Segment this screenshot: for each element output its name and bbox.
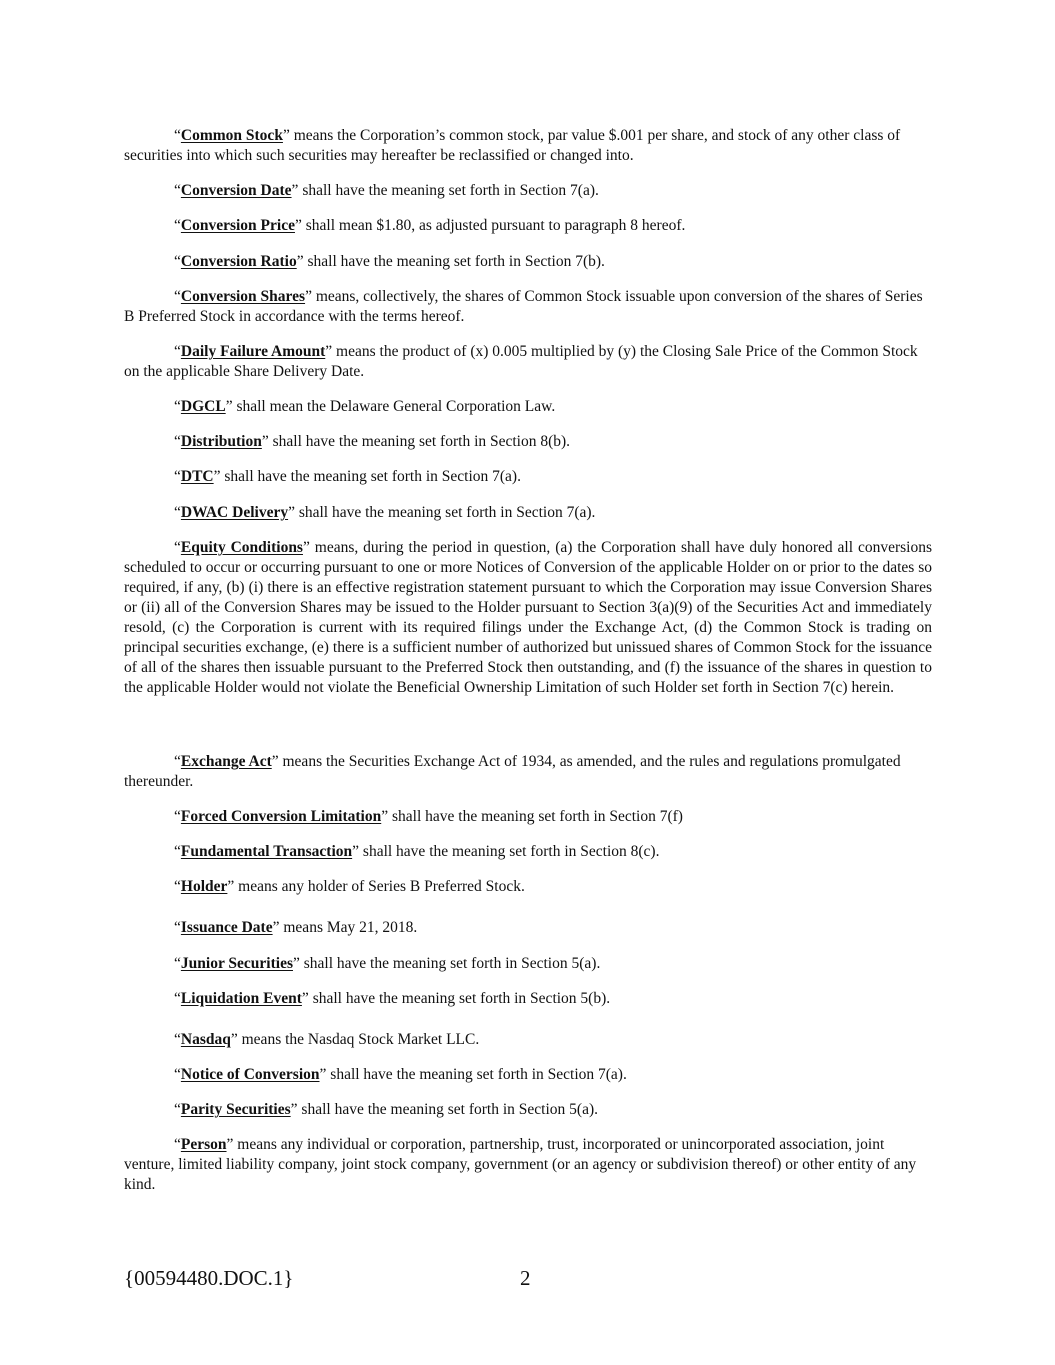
definition-text: shall have the meaning set forth in Section 8(c). [359,843,660,860]
defined-term: DTC [180,468,214,485]
definition-text: shall have the meaning set forth in Section 7(a). [294,504,596,521]
defined-term: Notice of Conversion [180,1066,320,1083]
definition-common-stock: “Common Stock” means the Corporation’s common stock, par value $.001 per share, and stock of any other class of securities into which such securities may hereafter be reclassified or changed into. [124,127,901,164]
defined-term: Nasdaq [180,1031,231,1048]
definition-text: means any holder of Series B Preferred Stock. [234,878,525,895]
definition-text: shall have the meaning set forth in Section 7(b). [303,253,605,270]
definition-text: shall have the meaning set forth in Section 7(f) [388,808,683,825]
definition-text: means May 21, 2018. [279,919,418,936]
definition-fundamental-transaction: “Fundamental Transaction” shall have the meaning set forth in Section 8(c). [174,843,660,860]
definition-text: means, during the period in question, (a) the Corporation shall have duly honored all conversions scheduled to occur or occurring pursuant to one or more Notices of Conversion of the applicable Holder on or prior to the dates so required, if any, (b) (i) there is an effective registration statement pursuant to which the Corporation may issue Conversion Shares or (ii) all of the Conversion Shares may be issued to the Holder pursuant to Section 3(a)(9) of the Securities Act and immediately resold, (c) the Corporation is current with its required filings under the Exchange Act, (d) the Common Stock is trading on principal securities exchange, (e) there is a sufficient number of authorized but unissued shares of Common Stock for the issuance of all of the shares then issuable pursuant to the Preferred Stock then outstanding, and (f) the issuance of the shares in question to the applicable Holder would not violate the Beneficial Ownership Limitation of such Holder set forth in Section 7(c) herein. [124,539,932,696]
defined-term: Liquidation Event [180,990,302,1007]
defined-term: Common Stock [180,127,283,144]
definition-text: means the Securities Exchange Act of 1934, as amended, and the rules and regulations promulgated thereunder. [124,753,901,790]
defined-term: Holder [180,878,228,895]
defined-term: Daily Failure Amount [180,343,326,360]
definition-junior-securities: “Junior Securities” shall have the meaning set forth in Section 5(a). [174,955,601,972]
definition-conversion-shares: “Conversion Shares” means, collectively, the shares of Common Stock issuable upon conversion of the shares of Series B Preferred Stock in accordance with the terms hereof. [124,288,923,325]
definition-distribution: “Distribution” shall have the meaning set forth in Section 8(b). [174,433,571,450]
definition-nasdaq: “Nasdaq” means the Nasdaq Stock Market LLC. [174,1031,480,1048]
defined-term: Issuance Date [180,919,273,936]
definition-text: means the Nasdaq Stock Market LLC. [237,1031,480,1048]
definition-text: means, collectively, the shares of Common Stock issuable upon conversion of the shares of Series B Preferred Stock in accordance with the terms hereof. [124,288,923,325]
definition-dtc: “DTC” shall have the meaning set forth in Section 7(a). [174,468,521,485]
definition-text: shall have the meaning set forth in Section 5(a). [299,955,601,972]
definition-text: means the product of (x) 0.005 multiplied by (y) the Closing Sale Price of the Common Stock on the applicable Share Delivery Date. [124,343,918,380]
definition-person: “Person” means any individual or corporation, partnership, trust, incorporated or unincorporated association, joint venture, limited liability company, joint stock company, government (or an agency or subdivision thereof) or other entity of any kind. [124,1136,917,1193]
definition-holder: “Holder” means any holder of Series B Preferred Stock. [174,878,525,895]
defined-term: Conversion Shares [180,288,306,305]
definition-notice-of-conversion: “Notice of Conversion” shall have the meaning set forth in Section 7(a). [174,1066,627,1083]
definition-equity-conditions: “Equity Conditions” means, during the period in question, (a) the Corporation shall have duly honored all conversions scheduled to occur or occurring pursuant to one or more Notices of Conversion of the applicable Holder on or prior to the dates so required, if any, (b) (i) there is an effective registration statement pursuant to which the Corporation may issue Conversion Shares or (ii) all of the Conversion Shares may be issued to the Holder pursuant to Section 3(a)(9) of the Securities Act and immediately resold, (c) the Corporation is current with its required filings under the Exchange Act, (d) the Common Stock is trading on principal securities exchange, (e) there is a sufficient number of authorized but unissued shares of Common Stock for the issuance of all of the shares then issuable pursuant to the Preferred Stock then outstanding, and (f) the issuance of the shares in question to the applicable Holder would not violate the Beneficial Ownership Limitation of such Holder set forth in Section 7(c) herein. [124,539,932,696]
defined-term: Parity Securities [180,1101,291,1118]
defined-term: Equity Conditions [180,539,303,556]
definition-conversion-price: “Conversion Price” shall mean $1.80, as adjusted pursuant to paragraph 8 hereof. [174,217,686,234]
defined-term: Fundamental Transaction [180,843,353,860]
definition-text: means any individual or corporation, partnership, trust, incorporated or unincorporated association, joint venture, limited liability company, joint stock company, government (or an agency or subdivision thereof) or other entity of any kind. [124,1136,917,1193]
defined-term: Distribution [180,433,262,450]
definition-text: shall have the meaning set forth in Section 7(a). [298,182,599,199]
definition-text: shall mean $1.80, as adjusted pursuant to paragraph 8 hereof. [301,217,686,234]
page-number: 2 [520,1266,531,1290]
definition-text: shall have the meaning set forth in Section 5(b). [308,990,611,1007]
defined-term: DGCL [180,398,226,415]
definition-text: shall have the meaning set forth in Section 8(b). [268,433,571,450]
definition-exchange-act: “Exchange Act” means the Securities Exchange Act of 1934, as amended, and the rules and regulations promulgated thereunder. [124,753,901,790]
defined-term: Exchange Act [180,753,272,770]
definition-text: shall have the meaning set forth in Section 5(a). [297,1101,598,1118]
defined-term: Forced Conversion Limitation [180,808,382,825]
definition-text: means the Corporation’s common stock, par value $.001 per share, and stock of any other class of securities into which such securities may hereafter be reclassified or changed into. [124,127,901,164]
definition-dwac-delivery: “DWAC Delivery” shall have the meaning set forth in Section 7(a). [174,504,596,521]
defined-term: Person [180,1136,227,1153]
definition-parity-securities: “Parity Securities” shall have the meaning set forth in Section 5(a). [174,1101,598,1118]
definition-conversion-ratio: “Conversion Ratio” shall have the meaning set forth in Section 7(b). [174,253,605,270]
definition-text: shall mean the Delaware General Corporation Law. [232,398,556,415]
definition-daily-failure-amount: “Daily Failure Amount” means the product of (x) 0.005 multiplied by (y) the Closing Sale Price of the Common Stock on the applicable Share Delivery Date. [124,343,918,380]
document-id: {00594480.DOC.1} [124,1266,294,1290]
definition-text: shall have the meaning set forth in Section 7(a). [326,1066,627,1083]
definition-liquidation-event: “Liquidation Event” shall have the meaning set forth in Section 5(b). [174,990,611,1007]
definition-text: shall have the meaning set forth in Section 7(a). [220,468,521,485]
defined-term: Conversion Date [180,182,292,199]
defined-term: Junior Securities [180,955,293,972]
definition-dgcl: “DGCL” shall mean the Delaware General Corporation Law. [174,398,556,415]
definition-forced-conversion-limitation: “Forced Conversion Limitation” shall have the meaning set forth in Section 7(f) [174,808,683,825]
defined-term: Conversion Price [180,217,295,234]
definition-issuance-date: “Issuance Date” means May 21, 2018. [174,919,418,936]
defined-term: Conversion Ratio [180,253,297,270]
defined-term: DWAC Delivery [180,504,289,521]
definition-conversion-date: “Conversion Date” shall have the meaning set forth in Section 7(a). [174,182,599,199]
